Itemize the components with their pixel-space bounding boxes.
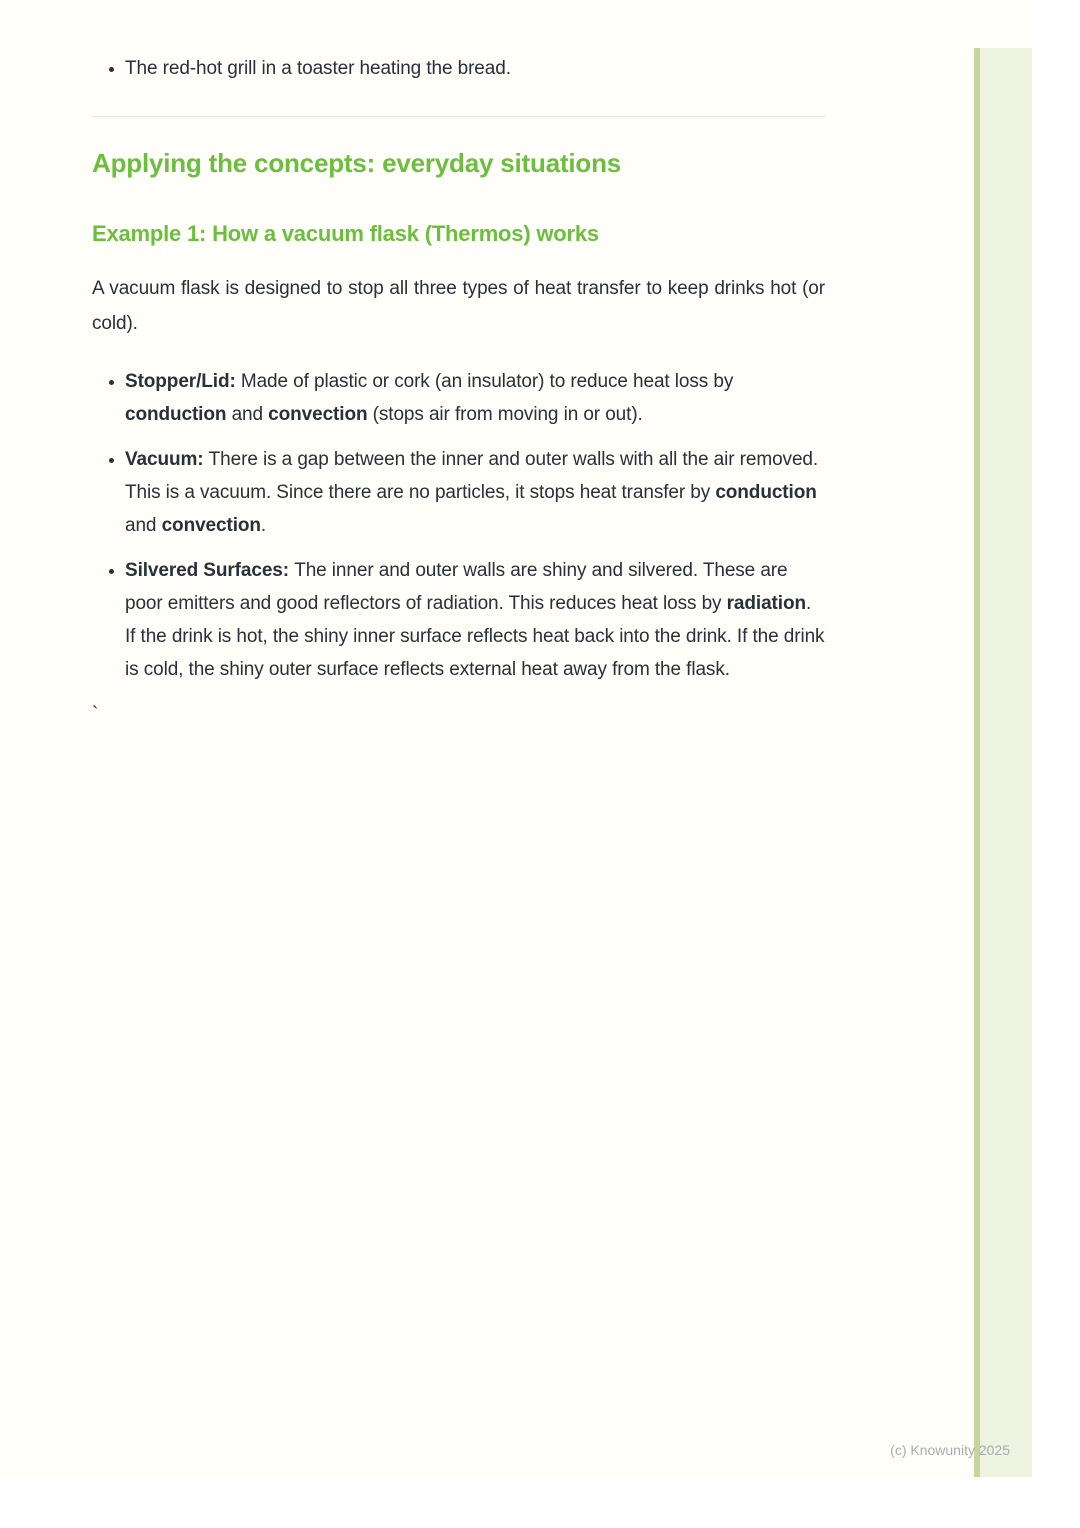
text: . If the drink is hot, the shiny inner surface reflects heat back into the drink. If the drink is cold, the shiny outer surface reflects external heat away from the flask. <box>125 593 825 680</box>
bold-text: Stopper/Lid: <box>125 371 241 392</box>
section-divider <box>92 116 825 117</box>
copyright-footer: (c) Knowunity 2025 <box>890 1442 1010 1458</box>
section-heading: Applying the concepts: everyday situations <box>92 148 622 178</box>
bold-text: radiation <box>726 593 806 614</box>
text: There is a gap between the inner and outer walls with all the air removed. This is a vacuum. Since there are no particles, it stops heat transfer by <box>125 449 819 503</box>
list-item: • The red-hot grill in a toaster heating the bread. <box>125 52 825 85</box>
intro-bullet-list <box>92 52 825 85</box>
bold-text: Silvered Surfaces: <box>125 560 295 581</box>
text: and <box>226 404 269 425</box>
text: The inner and outer walls are shiny and silvered. These are poor emitters and good reflectors of radiation. This reduces heat loss by <box>125 560 788 614</box>
decorative-side-stripe <box>974 48 1032 1477</box>
text: and <box>125 515 162 536</box>
stray-backtick-character: ` <box>92 704 99 725</box>
vacuum-flask-bullet-list <box>92 365 825 686</box>
example-subheading: Example 1: How a vacuum flask (Thermos) works <box>92 221 599 246</box>
bold-text: conduction <box>715 482 817 503</box>
text: . <box>260 515 267 536</box>
list-item <box>125 365 825 431</box>
list-item <box>125 443 825 542</box>
lead-paragraph: A vacuum flask is designed to stop all three types of heat transfer to keep drinks hot (or cold). <box>92 278 825 334</box>
list-item <box>125 554 825 686</box>
bold-text: convection <box>268 404 368 425</box>
bold-text: convection <box>161 515 261 536</box>
bold-text: Vacuum: <box>125 449 209 470</box>
text: (stops air from moving in or out). <box>367 404 643 425</box>
bold-text: conduction <box>125 404 227 425</box>
text: Made of plastic or cork (an insulator) to reduce heat loss by <box>240 371 734 392</box>
page-content <box>92 0 825 730</box>
